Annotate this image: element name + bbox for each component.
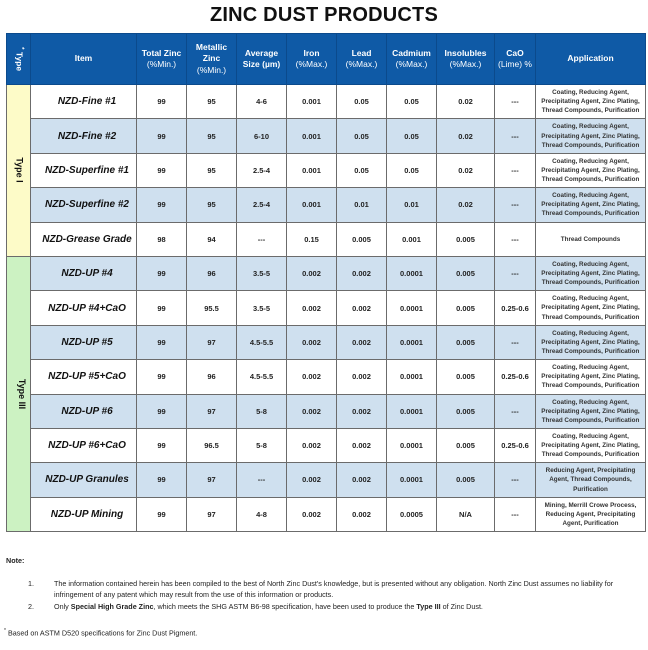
cell-insolubles: 0.02 xyxy=(437,188,495,222)
type-group-label: Type I xyxy=(14,157,25,184)
cell-avg-size: 2.5-4 xyxy=(237,153,287,187)
header-iron xyxy=(287,34,337,85)
table-row xyxy=(7,188,646,222)
cell-total-zinc: 99 xyxy=(137,497,187,531)
cell-metallic-zinc: 95 xyxy=(187,85,237,119)
notes-list xyxy=(6,579,642,612)
cell-lead: 0.05 xyxy=(337,153,387,187)
cell-total-zinc: 99 xyxy=(137,360,187,394)
cell-lead: 0.005 xyxy=(337,222,387,256)
type-group-cell xyxy=(7,256,31,531)
notes-section xyxy=(6,556,642,613)
header-insolubles-unit: (%Max.) xyxy=(449,59,482,69)
note-text xyxy=(54,579,642,601)
cell-cadmium: 0.001 xyxy=(387,222,437,256)
cell-cadmium: 0.0001 xyxy=(387,291,437,325)
cell-application: Coating, Reducing Agent, Precipitating Agent, Zinc Plating, Thread Compounds, Purification xyxy=(536,119,646,153)
cell-cao: 0.25-0.6 xyxy=(495,291,536,325)
cell-lead: 0.05 xyxy=(337,119,387,153)
cell-lead: 0.002 xyxy=(337,360,387,394)
header-lead xyxy=(337,34,387,85)
note-text-part: The information contained herein has been compiled to the best of North Zinc Dust's knowledge, but is presented without any obligation. North Zinc Dust assumes no liability for infringement of any patent which may result from the use of this information or products. xyxy=(54,579,614,599)
cell-avg-size: --- xyxy=(237,222,287,256)
footnote-asterisk: * xyxy=(4,628,6,634)
cell-total-zinc: 99 xyxy=(137,119,187,153)
cell-avg-size: 5-8 xyxy=(237,428,287,462)
cell-insolubles: 0.005 xyxy=(437,463,495,497)
cell-lead: 0.002 xyxy=(337,256,387,290)
header-type xyxy=(7,34,31,85)
table-row xyxy=(7,256,646,290)
note-number: 1. xyxy=(28,579,34,588)
cell-avg-size: 6-10 xyxy=(237,119,287,153)
footnote-text: Based on ASTM D520 specifications for Zinc Dust Pigment. xyxy=(5,628,198,638)
table-row xyxy=(7,428,646,462)
cell-avg-size: 4-8 xyxy=(237,497,287,531)
header-total-zinc xyxy=(137,34,187,85)
note-bold-text: Type III xyxy=(416,601,441,611)
table-row xyxy=(7,119,646,153)
cell-iron: 0.001 xyxy=(287,153,337,187)
cell-item: NZD-Fine #1 xyxy=(31,85,137,119)
cell-application: Coating, Reducing Agent, Precipitating Agent, Zinc Plating, Thread Compounds, Purification xyxy=(536,325,646,359)
cell-avg-size: 5-8 xyxy=(237,394,287,428)
table-row xyxy=(7,325,646,359)
cell-iron: 0.001 xyxy=(287,188,337,222)
header-average-size: Average Size (µm) xyxy=(237,34,287,85)
note-number: 2. xyxy=(28,601,34,611)
header-metallic-zinc-unit: (%Min.) xyxy=(196,64,227,75)
table-header-row xyxy=(7,34,646,85)
note-bold-text: Special High Grade Zinc xyxy=(70,601,154,611)
cell-cao: --- xyxy=(495,119,536,153)
cell-cao: --- xyxy=(495,256,536,290)
cell-total-zinc: 99 xyxy=(137,291,187,325)
cell-cao: --- xyxy=(495,497,536,531)
cell-cadmium: 0.0001 xyxy=(387,325,437,359)
cell-item: NZD-UP #5 xyxy=(31,325,137,359)
header-cao xyxy=(495,34,536,85)
cell-iron: 0.002 xyxy=(287,428,337,462)
cell-iron: 0.002 xyxy=(287,497,337,531)
cell-insolubles: 0.02 xyxy=(437,119,495,153)
cell-metallic-zinc: 94 xyxy=(187,222,237,256)
cell-iron: 0.15 xyxy=(287,222,337,256)
table-row xyxy=(7,360,646,394)
header-cadmium xyxy=(387,34,437,85)
cell-item: NZD-UP #5+CaO xyxy=(31,360,137,394)
table-row xyxy=(7,291,646,325)
table-row xyxy=(7,222,646,256)
cell-avg-size: 2.5-4 xyxy=(237,188,287,222)
cell-cao: 0.25-0.6 xyxy=(495,428,536,462)
header-cadmium-label: Cadmium xyxy=(392,47,431,58)
cell-lead: 0.002 xyxy=(337,428,387,462)
cell-item: NZD-UP #6+CaO xyxy=(31,428,137,462)
table-row xyxy=(7,153,646,187)
cell-cao: --- xyxy=(495,222,536,256)
header-metallic-zinc-label: Metallic Zinc xyxy=(195,41,228,64)
cell-application: Coating, Reducing Agent, Precipitating Agent, Zinc Plating, Thread Compounds, Purification xyxy=(536,188,646,222)
header-iron-unit: (%Max.) xyxy=(295,59,328,69)
cell-application: Coating, Reducing Agent, Precipitating Agent, Zinc Plating, Thread Compounds, Purification xyxy=(536,394,646,428)
cell-metallic-zinc: 97 xyxy=(187,325,237,359)
cell-total-zinc: 99 xyxy=(137,394,187,428)
cell-total-zinc: 99 xyxy=(137,188,187,222)
cell-insolubles: 0.005 xyxy=(437,222,495,256)
header-type-label: Type xyxy=(14,51,25,71)
cell-cadmium: 0.0001 xyxy=(387,394,437,428)
cell-application: Coating, Reducing Agent, Precipitating Agent, Zinc Plating, Thread Compounds, Purification xyxy=(536,153,646,187)
cell-lead: 0.002 xyxy=(337,394,387,428)
cell-item: NZD-UP #4 xyxy=(31,256,137,290)
cell-metallic-zinc: 97 xyxy=(187,497,237,531)
cell-insolubles: 0.005 xyxy=(437,291,495,325)
cell-insolubles: 0.02 xyxy=(437,153,495,187)
cell-insolubles: 0.005 xyxy=(437,394,495,428)
cell-total-zinc: 98 xyxy=(137,222,187,256)
cell-iron: 0.001 xyxy=(287,85,337,119)
cell-application: Thread Compounds xyxy=(536,222,646,256)
cell-metallic-zinc: 95 xyxy=(187,188,237,222)
cell-item: NZD-UP #6 xyxy=(31,394,137,428)
note-text-part: Only xyxy=(54,601,71,611)
note-item-2 xyxy=(28,602,642,613)
note-text-part: of Zinc Dust. xyxy=(440,601,483,611)
cell-cao: --- xyxy=(495,153,536,187)
cell-cadmium: 0.0001 xyxy=(387,360,437,394)
cell-cao: --- xyxy=(495,394,536,428)
cell-metallic-zinc: 95 xyxy=(187,153,237,187)
cell-metallic-zinc: 96 xyxy=(187,360,237,394)
header-lead-label: Lead xyxy=(351,47,372,58)
header-total-zinc-label: Total Zinc xyxy=(141,47,182,58)
cell-lead: 0.002 xyxy=(337,463,387,497)
header-insolubles xyxy=(437,34,495,85)
cell-total-zinc: 99 xyxy=(137,428,187,462)
cell-lead: 0.05 xyxy=(337,85,387,119)
cell-lead: 0.002 xyxy=(337,325,387,359)
cell-item: NZD-UP Granules xyxy=(31,463,137,497)
note-item-1 xyxy=(28,579,642,601)
cell-metallic-zinc: 97 xyxy=(187,394,237,428)
page-title: ZINC DUST PRODUCTS xyxy=(209,4,439,26)
cell-avg-size: 4.5-5.5 xyxy=(237,360,287,394)
cell-total-zinc: 99 xyxy=(137,153,187,187)
cell-item: NZD-Superfine #2 xyxy=(31,188,137,222)
cell-cao: --- xyxy=(495,463,536,497)
asterisk-mark: * xyxy=(18,47,25,50)
cell-iron: 0.002 xyxy=(287,291,337,325)
notes-label: Note: xyxy=(6,556,25,565)
type-group-cell xyxy=(7,85,31,257)
cell-application: Coating, Reducing Agent, Precipitating Agent, Zinc Plating, Thread Compounds, Purification xyxy=(536,256,646,290)
cell-insolubles: 0.005 xyxy=(437,428,495,462)
header-cadmium-unit: (%Max.) xyxy=(395,59,428,69)
cell-avg-size: 3.5-5 xyxy=(237,291,287,325)
zinc-dust-products-table xyxy=(6,33,646,532)
cell-insolubles: 0.005 xyxy=(437,256,495,290)
cell-iron: 0.002 xyxy=(287,394,337,428)
table-row xyxy=(7,394,646,428)
cell-cadmium: 0.05 xyxy=(387,153,437,187)
cell-metallic-zinc: 96 xyxy=(187,256,237,290)
cell-item: NZD-Fine #2 xyxy=(31,119,137,153)
cell-application: Coating, Reducing Agent, Precipitating Agent, Zinc Plating, Thread Compounds, Purification xyxy=(536,360,646,394)
cell-avg-size: --- xyxy=(237,463,287,497)
cell-cao: 0.25-0.6 xyxy=(495,360,536,394)
cell-item: NZD-UP #4+CaO xyxy=(31,291,137,325)
cell-application: Coating, Reducing Agent, Precipitating Agent, Zinc Plating, Thread Compounds, Purification xyxy=(536,85,646,119)
cell-cadmium: 0.05 xyxy=(387,85,437,119)
cell-application: Coating, Reducing Agent, Precipitating Agent, Zinc Plating, Thread Compounds, Purification xyxy=(536,428,646,462)
cell-metallic-zinc: 95 xyxy=(187,119,237,153)
header-total-zinc-unit: (%Min.) xyxy=(146,59,177,69)
header-lead-unit: (%Max.) xyxy=(345,59,378,69)
cell-insolubles: 0.02 xyxy=(437,85,495,119)
header-item: Item xyxy=(31,34,137,85)
cell-total-zinc: 99 xyxy=(137,256,187,290)
cell-cao: --- xyxy=(495,85,536,119)
cell-cadmium: 0.01 xyxy=(387,188,437,222)
cell-cadmium: 0.0001 xyxy=(387,463,437,497)
header-iron-label: Iron xyxy=(303,47,320,58)
cell-metallic-zinc: 97 xyxy=(187,463,237,497)
note-text xyxy=(54,602,642,613)
cell-metallic-zinc: 95.5 xyxy=(187,291,237,325)
cell-item: NZD-Grease Grade xyxy=(31,222,137,256)
cell-avg-size: 4.5-5.5 xyxy=(237,325,287,359)
cell-cao: --- xyxy=(495,325,536,359)
footnote xyxy=(4,628,197,637)
header-cao-unit: (Lime) % xyxy=(497,59,532,69)
table-row xyxy=(7,463,646,497)
cell-application: Coating, Reducing Agent, Precipitating Agent, Zinc Plating, Thread Compounds, Purification xyxy=(536,291,646,325)
cell-cadmium: 0.0001 xyxy=(387,256,437,290)
cell-insolubles: N/A xyxy=(437,497,495,531)
cell-lead: 0.002 xyxy=(337,291,387,325)
cell-application: Mining, Merrill Crowe Process, Reducing Agent, Precipitating Agent, Purification xyxy=(536,497,646,531)
table-row xyxy=(7,497,646,531)
cell-metallic-zinc: 96.5 xyxy=(187,428,237,462)
cell-insolubles: 0.005 xyxy=(437,360,495,394)
cell-iron: 0.002 xyxy=(287,463,337,497)
header-application: Application xyxy=(536,34,646,85)
cell-total-zinc: 99 xyxy=(137,463,187,497)
note-text-part: , which meets the SHG ASTM B6-98 specification, have been used to produce the xyxy=(153,601,417,611)
table-row xyxy=(7,85,646,119)
cell-avg-size: 3.5-5 xyxy=(237,256,287,290)
cell-cadmium: 0.0005 xyxy=(387,497,437,531)
type-group-label: Type III xyxy=(17,378,28,410)
cell-item: NZD-UP Mining xyxy=(31,497,137,531)
cell-cadmium: 0.05 xyxy=(387,119,437,153)
cell-cao: --- xyxy=(495,188,536,222)
header-metallic-zinc xyxy=(187,34,237,85)
cell-application: Reducing Agent, Precipitating Agent, Thread Compounds, Purification xyxy=(536,463,646,497)
cell-lead: 0.01 xyxy=(337,188,387,222)
cell-total-zinc: 99 xyxy=(137,325,187,359)
cell-iron: 0.002 xyxy=(287,360,337,394)
header-insolubles-label: Insolubles xyxy=(444,47,487,58)
cell-total-zinc: 99 xyxy=(137,85,187,119)
header-cao-label: CaO xyxy=(506,47,524,58)
cell-iron: 0.002 xyxy=(287,256,337,290)
cell-iron: 0.002 xyxy=(287,325,337,359)
cell-cadmium: 0.0001 xyxy=(387,428,437,462)
cell-avg-size: 4-6 xyxy=(237,85,287,119)
table-body xyxy=(7,85,646,532)
cell-item: NZD-Superfine #1 xyxy=(31,153,137,187)
cell-insolubles: 0.005 xyxy=(437,325,495,359)
cell-lead: 0.002 xyxy=(337,497,387,531)
cell-iron: 0.001 xyxy=(287,119,337,153)
